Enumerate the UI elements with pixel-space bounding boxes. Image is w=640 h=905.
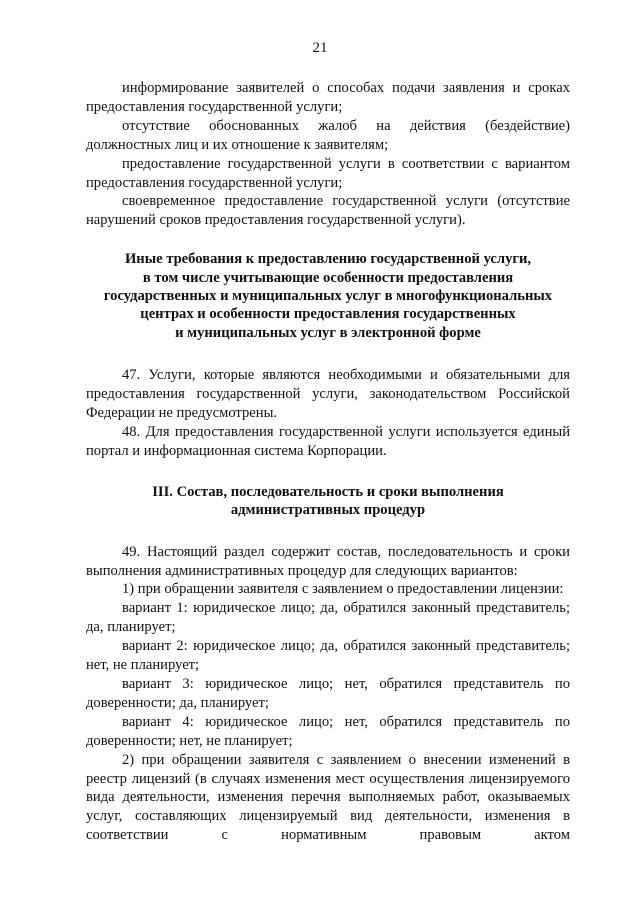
variant-item: вариант 2: юридическое лицо; да, обратился законный представитель; нет, не планирует; xyxy=(86,638,570,674)
list-item: отсутствие обоснованных жалоб на действия (бездействие) должностных лиц и их отношение к заявителям; xyxy=(86,117,570,153)
heading-line: и муниципальных услуг в электронной форме xyxy=(175,324,481,341)
section-heading-other-requirements xyxy=(86,250,570,342)
list-item: своевременное предоставление государственной услуги (отсутствие нарушений сроков предоставления государственной услуги). xyxy=(86,193,570,229)
variant-item: вариант 4: юридическое лицо; нет, обратился представитель по доверенности; нет, не планирует; xyxy=(86,713,570,749)
heading-line: III. Состав, последовательность и сроки выполнения xyxy=(152,483,504,500)
list-item: информирование заявителей о способах подачи заявления и сроках предоставления государственной услуги; xyxy=(86,80,570,115)
case-2: 2) при обращении заявителя с заявлением о внесении изменений в реестр лицензий (в случаях изменения мест осуществления лицензируемого вида деятельности, изменения перечня выполняемых работ, оказываемых услуг, составляющих лицензируемый вид деятельности, изменения в соответствии с нормативным правовым актом xyxy=(86,751,570,844)
document-body xyxy=(86,79,570,845)
heading-line: административных процедур xyxy=(230,502,426,519)
heading-line: центрах и особенности предоставления государственных xyxy=(140,306,516,323)
paragraph-47: 47. Услуги, которые являются необходимыми и обязательными для предоставления государственной услуги, законодательством Российской Федерации не предусмотрены. xyxy=(86,367,570,422)
page-number: 21 xyxy=(312,40,328,56)
list-item: предоставление государственной услуги в соответствии с вариантом предоставления государственной услуги; xyxy=(86,155,570,191)
section-heading-iii xyxy=(86,483,570,520)
paragraph-49: 49. Настоящий раздел содержит состав, последовательность и сроки выполнения административных процедур для следующих вариантов: xyxy=(86,543,570,579)
heading-line: Иные требования к предоставлению государственной услуги, xyxy=(124,251,532,268)
variant-item: вариант 3: юридическое лицо; нет, обратился представитель по доверенности; да, планирует; xyxy=(86,675,570,711)
case-1: 1) при обращении заявителя с заявлением о предоставлении лицензии: xyxy=(122,581,564,598)
paragraph-48: 48. Для предоставления государственной услуги используется единый портал и информационная система Корпорации. xyxy=(86,424,570,459)
variant-item: вариант 1: юридическое лицо; да, обратился законный представитель; да, планирует; xyxy=(86,600,570,636)
heading-line: государственных и муниципальных услуг в многофункциональных xyxy=(103,288,553,305)
heading-line: в том числе учитывающие особенности предоставления xyxy=(142,269,514,286)
